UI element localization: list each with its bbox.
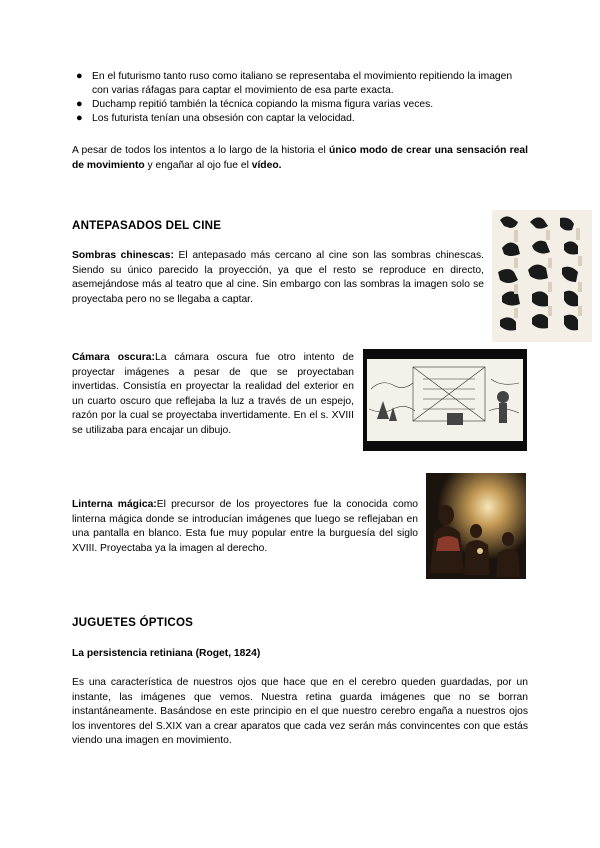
camara-oscura-paragraph: Cámara oscura:La cámara oscura fue otro intento de proyectar imágenes a pesar de que se proyectaban invertidas. Consistía en proyectar la realidad del exterior en un cuarto oscuro que reflejaba la luz a través de un espejo, razón por la cual se proyectaba invertidamente. En el s. XVIII se utilizaba para encajar un dibujo. xyxy=(72,352,354,436)
intro-paragraph: A pesar de todos los intentos a lo largo de la historia el único modo de crear una sensación real de movimiento y engañar al ojo fue el vídeo. xyxy=(72,145,528,171)
persistencia-paragraph: Es una característica de nuestros ojos que hace que en el cerebro queden guardadas, por un instante, las imágenes que vemos. Nuestra retina guarda imágenes que no se borran instantáneamente. Basándose en este principio en el que nuestro cerebro engaña a nuestros ojos los inventores del S.XIX van a crear aparatos que cada vez serán más convincentes con que estás viendo una imagen en movimiento. xyxy=(72,677,528,747)
camera-obscura-image xyxy=(363,349,527,451)
magic-lantern-image xyxy=(426,473,526,579)
section-heading-antepasados: ANTEPASADOS DEL CINE xyxy=(72,219,222,232)
hand-shadows-illustration xyxy=(492,210,592,342)
sombras-paragraph: Sombras chinescas: El antepasado más cercano al cine son las sombras chinescas. Siendo su único parecido la proyección, ya que el resto se reproduce en directo, asemejándose más al teatro que al cine. Sin embargo con las sombras la imagen solo se proyectaba pero no se llegaba a captar. xyxy=(72,250,484,305)
camera-obscura-engraving xyxy=(363,349,527,451)
list-item: ● En el futurismo tanto ruso como italiano se representaba el movimiento repitiendo la imagen con varias ráfagas para captar el movimiento de esa parte exacta. xyxy=(76,70,513,96)
list-item: ● Duchamp repitió también la técnica copiando la misma figura varias veces. xyxy=(76,97,434,110)
futurism-bullet-list xyxy=(72,70,528,126)
bullet-icon: ● xyxy=(76,97,83,110)
shadow-puppets-image xyxy=(492,210,592,342)
bullet-icon: ● xyxy=(76,70,83,82)
section-heading-juguetes: JUGUETES ÓPTICOS xyxy=(72,616,194,629)
bullet-icon: ● xyxy=(76,111,83,124)
linterna-magica-paragraph: Linterna mágica:El precursor de los proyectores fue la conocida como linterna mágica donde se introducían imágenes que luego se reflejaban en una pantalla en blanco. Esta fue muy popular entre la burguesía del siglo XVIII. Proyectaba ya la imagen al derecho. xyxy=(72,499,419,554)
magic-lantern-painting xyxy=(426,473,526,579)
list-item: ● Los futurista tenían una obsesión con captar la velocidad. xyxy=(76,111,355,124)
persistencia-subheading: La persistencia retiniana (Roget, 1824) xyxy=(72,648,261,659)
